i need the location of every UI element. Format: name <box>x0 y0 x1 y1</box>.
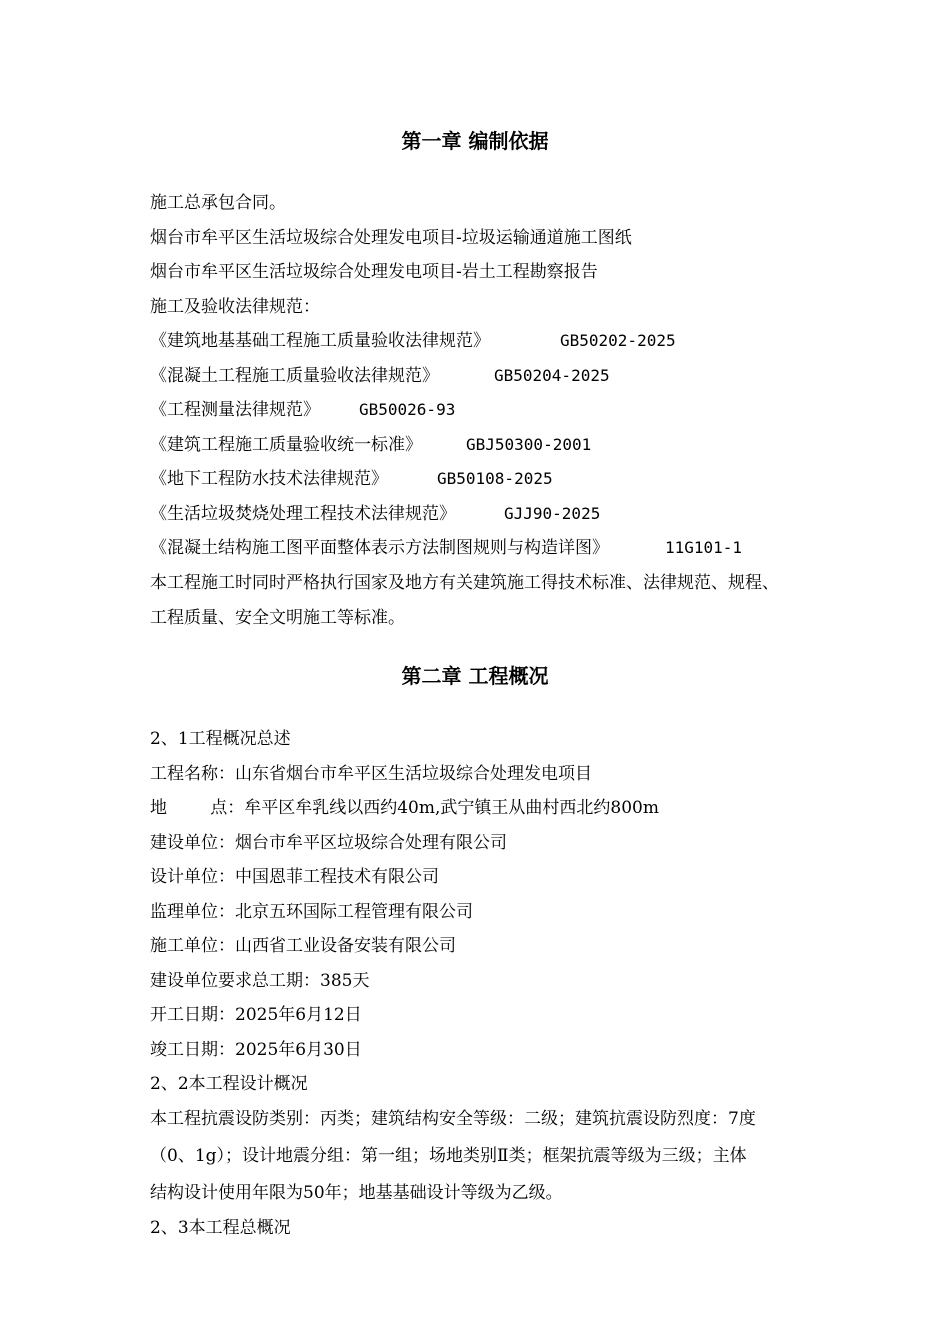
standard-name: 《工程测量法律规范》 <box>150 400 320 420</box>
section-2-3-title: 2、3本工程总概况 <box>150 1218 291 1238</box>
standard-code: GB50202-2025 <box>560 331 676 350</box>
section-2-1-title: 2、1工程概况总述 <box>150 729 291 749</box>
project-name: 工程名称：山东省烟台市牟平区生活垃圾综合处理发电项目 <box>150 764 592 784</box>
total-duration: 建设单位要求总工期：385天 <box>150 971 370 991</box>
standard-code: GJJ90-2025 <box>504 504 601 523</box>
chapter-2-title: 第二章 工程概况 <box>401 664 549 688</box>
standard-code: GB50108-2025 <box>437 469 553 488</box>
standard-name: 《混凝土工程施工质量验收法律规范》 <box>150 366 439 386</box>
design-overview-line-2: （0、1g）；设计地震分组：第一组；场地类别Ⅱ类；框架抗震等级为三级；主体 <box>150 1146 747 1166</box>
standard-code: GB50204-2025 <box>494 366 610 385</box>
design-overview-line-1: 本工程抗震设防类别：丙类；建筑结构安全等级：二级；建筑抗震设防烈度：7度 <box>150 1109 756 1129</box>
standard-name: 《建筑工程施工质量验收统一标准》 <box>150 435 422 455</box>
section-2-2-title: 2、2本工程设计概况 <box>150 1074 308 1094</box>
basis-item-contract: 施工总承包合同。 <box>150 193 286 213</box>
standard-name: 《生活垃圾焚烧处理工程技术法律规范》 <box>150 504 456 524</box>
basis-item-drawings: 烟台市牟平区生活垃圾综合处理发电项目-垃圾运输通道施工图纸 <box>150 228 632 248</box>
compliance-statement-line-2: 工程质量、安全文明施工等标准。 <box>150 608 405 628</box>
standard-name: 《地下工程防水技术法律规范》 <box>150 469 388 489</box>
location-value: 牟平区牟乳线以西约40m,武宁镇王从曲村西北约800m <box>244 798 659 818</box>
basis-item-codes-heading: 施工及验收法律规范： <box>150 297 320 317</box>
owner-unit: 建设单位：烟台市牟平区垃圾综合处理有限公司 <box>150 833 507 853</box>
standard-code: GBJ50300-2001 <box>466 435 592 454</box>
completion-date: 竣工日期：2025年6月30日 <box>150 1040 362 1060</box>
construction-unit: 施工单位：山西省工业设备安装有限公司 <box>150 936 456 956</box>
project-location <box>150 797 659 819</box>
basis-item-survey-report: 烟台市牟平区生活垃圾综合处理发电项目-岩土工程勘察报告 <box>150 262 598 282</box>
design-unit: 设计单位：中国恩菲工程技术有限公司 <box>150 867 439 887</box>
standard-code: GB50026-93 <box>359 400 456 419</box>
location-label: 地 点： <box>150 798 245 818</box>
compliance-statement-line-1: 本工程施工时同时严格执行国家及地方有关建筑施工得技术标准、法律规范、规程、 <box>150 573 779 593</box>
supervision-unit: 监理单位：北京五环国际工程管理有限公司 <box>150 902 473 922</box>
standard-name: 《混凝土结构施工图平面整体表示方法制图规则与构造详图》 <box>150 538 609 558</box>
standard-code: 11G101-1 <box>665 538 743 557</box>
standard-name: 《建筑地基基础工程施工质量验收法律规范》 <box>150 331 490 351</box>
chapter-1-title: 第一章 编制依据 <box>401 129 549 153</box>
design-overview-line-3: 结构设计使用年限为50年；地基基础设计等级为乙级。 <box>150 1183 563 1203</box>
start-date: 开工日期：2025年6月12日 <box>150 1005 362 1025</box>
